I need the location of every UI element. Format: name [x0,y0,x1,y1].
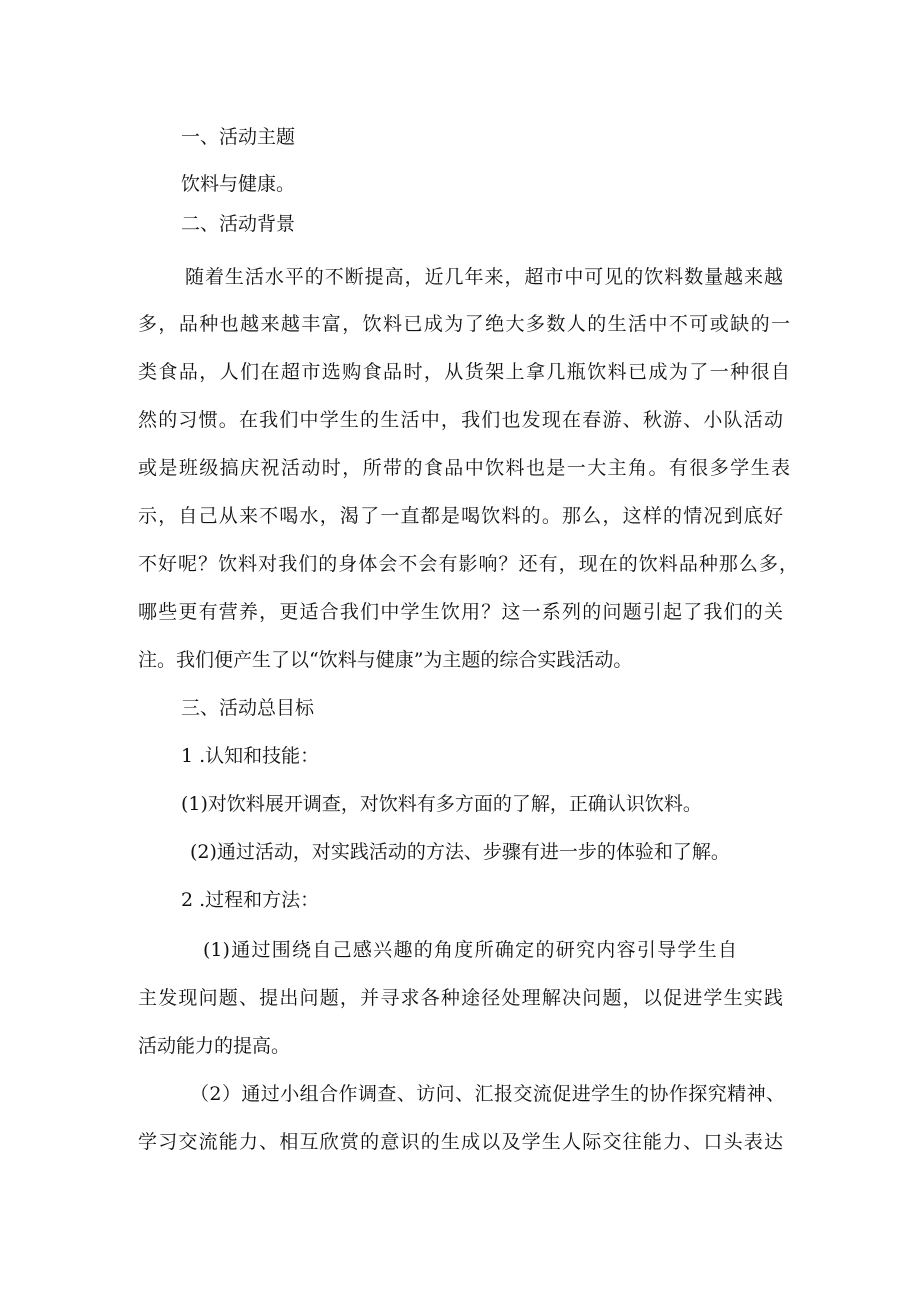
paragraph-line: 不好呢？饮料对我们的身体会不会有影响？还有，现在的饮料品种那么多， [138,553,798,575]
paragraph-line: 类食品，人们在超市选购食品时，从货架上拿几瓶饮料已成为了一种很自 [138,361,790,383]
paragraph-line: 活动能力的提高。 [138,1035,291,1057]
paragraph-line: 注。我们便产生了以“饮料与健康”为主题的综合实践活动。 [138,649,633,671]
paragraph-line: 多，品种也越来越丰富，饮料已成为了绝大多数人的生活中不可或缺的一 [138,313,790,335]
paragraph-line: （2）通过小组合作调查、访问、汇报交流促进学生的协作探究精神、 [190,1083,785,1105]
section-heading-background: 二、活动背景 [181,213,296,235]
goal-1-title: 1 .认知和技能： [181,745,320,767]
paragraph-line: (1)通过围绕自己感兴趣的角度所确定的研究内容引导学生自 [203,939,737,961]
paragraph-line: 哪些更有营养，更适合我们中学生饮用？这一系列的问题引起了我们的关 [138,601,783,623]
paragraph-line: 示，自己从来不喝水，渴了一直都是喝饮料的。那么，这样的情况到底好 [138,505,783,527]
goal-1-item-2: (2)通过活动，对实践活动的方法、步骤有进一步的体验和了解。 [190,841,730,863]
paragraph-line: 学习交流能力、相互欣赏的意识的生成以及学生人际交往能力、口头表达 [138,1131,783,1153]
paragraph-line: 然的习惯。在我们中学生的生活中，我们也发现在春游、秋游、小队活动 [138,409,783,431]
theme-text: 饮料与健康。 [181,173,296,195]
goal-1-item-1: (1)对饮料展开调查，对饮料有多方面的了解，正确认识饮料。 [181,793,702,815]
paragraph-line: 主发现问题、提出问题，并寻求各种途径处理解决问题，以促进学生实践 [138,987,783,1009]
section-heading-theme: 一、活动主题 [181,126,296,148]
paragraph-line: 随着生活水平的不断提高，近几年来，超市中可见的饮料数量越来越 [185,266,783,288]
goal-2-title: 2 .过程和方法： [181,889,320,911]
section-heading-goals: 三、活动总目标 [181,697,315,719]
paragraph-line: 或是班级搞庆祝活动时，所带的食品中饮料也是一大主角。有很多学生表 [138,457,790,479]
